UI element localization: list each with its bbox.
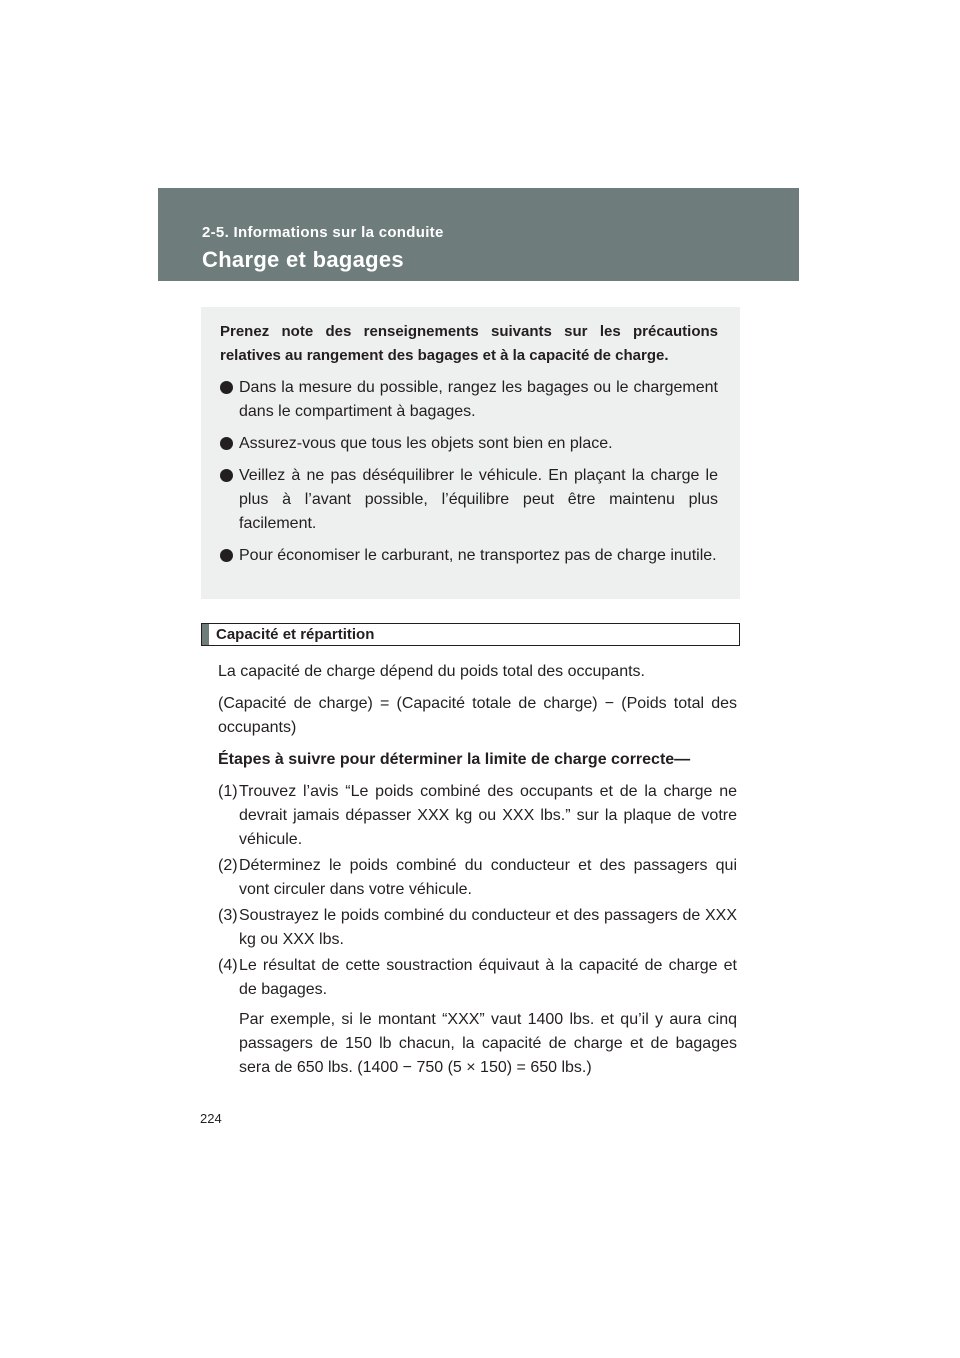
notice-bullet [220,432,718,456]
capacity-paragraph: La capacité de charge dépend du poids total des occupants. [218,663,645,680]
notice-bullet-text: Dans la mesure du possible, rangez les bagages ou le chargement dans le compartiment à bagages. [239,379,718,420]
bullet-icon [220,549,233,562]
formula-paragraph: (Capacité de charge) = (Capacité totale de charge) − (Poids total des occupants) [218,695,737,736]
step-text: Le résultat de cette soustraction équivaut à la capacité de charge et de bagages. [239,957,737,998]
notice-bullet [220,376,718,424]
step-number: (2) [218,857,238,874]
subsection-heading [201,623,740,646]
step-item [218,954,737,1002]
step-number: (1) [218,783,238,800]
section-label: 2-5. Informations sur la conduite [202,224,444,241]
page-title: Charge et bagages [202,247,404,272]
step-item [218,854,737,902]
notice-bullet [220,464,718,536]
notice-bullet [220,544,718,568]
chapter-header [158,188,799,281]
notice-box [201,307,740,599]
bullet-icon [220,469,233,482]
notice-bullet-text: Assurez-vous que tous les objets sont bien en place. [239,435,613,452]
subsection-title: Capacité et répartition [216,626,375,643]
bullet-icon [220,381,233,394]
body-content [218,660,737,1080]
step-text: Déterminez le poids combiné du conducteur et des passagers qui vont circuler dans votre véhicule. [239,857,737,898]
page-number: 224 [200,1111,222,1126]
step-item [218,904,737,952]
example-note: Par exemple, si le montant “XXX” vaut 1400 lbs. et qu’il y aura cinq passagers de 150 lb chacun, la capacité de charge et de bagages sera de 650 lbs. (1400 − 750 (5 × 150) = 650 lbs.) [239,1011,737,1076]
steps-heading: Étapes à suivre pour déterminer la limite de charge correcte— [218,751,691,768]
bullet-icon [220,437,233,450]
notice-bullet-text: Veillez à ne pas déséquilibrer le véhicule. En plaçant la charge le plus à l’avant possible, l’équilibre peut être maintenu plus facilement. [239,467,718,532]
subsection-marker [202,624,209,645]
step-text: Soustrayez le poids combiné du conducteur et des passagers de XXX kg ou XXX lbs. [239,907,737,948]
step-number: (3) [218,907,238,924]
step-number: (4) [218,957,238,974]
notice-bullet-text: Pour économiser le carburant, ne transportez pas de charge inutile. [239,547,717,564]
step-item [218,780,737,852]
notice-intro: Prenez note des renseignements suivants sur les précautions relatives au rangement des bagages et à la capacité de charge. [220,323,718,364]
step-text: Trouvez l’avis “Le poids combiné des occupants et de la charge ne devrait jamais dépasser XXX kg ou XXX lbs.” sur la plaque de votre véhicule. [239,783,737,848]
